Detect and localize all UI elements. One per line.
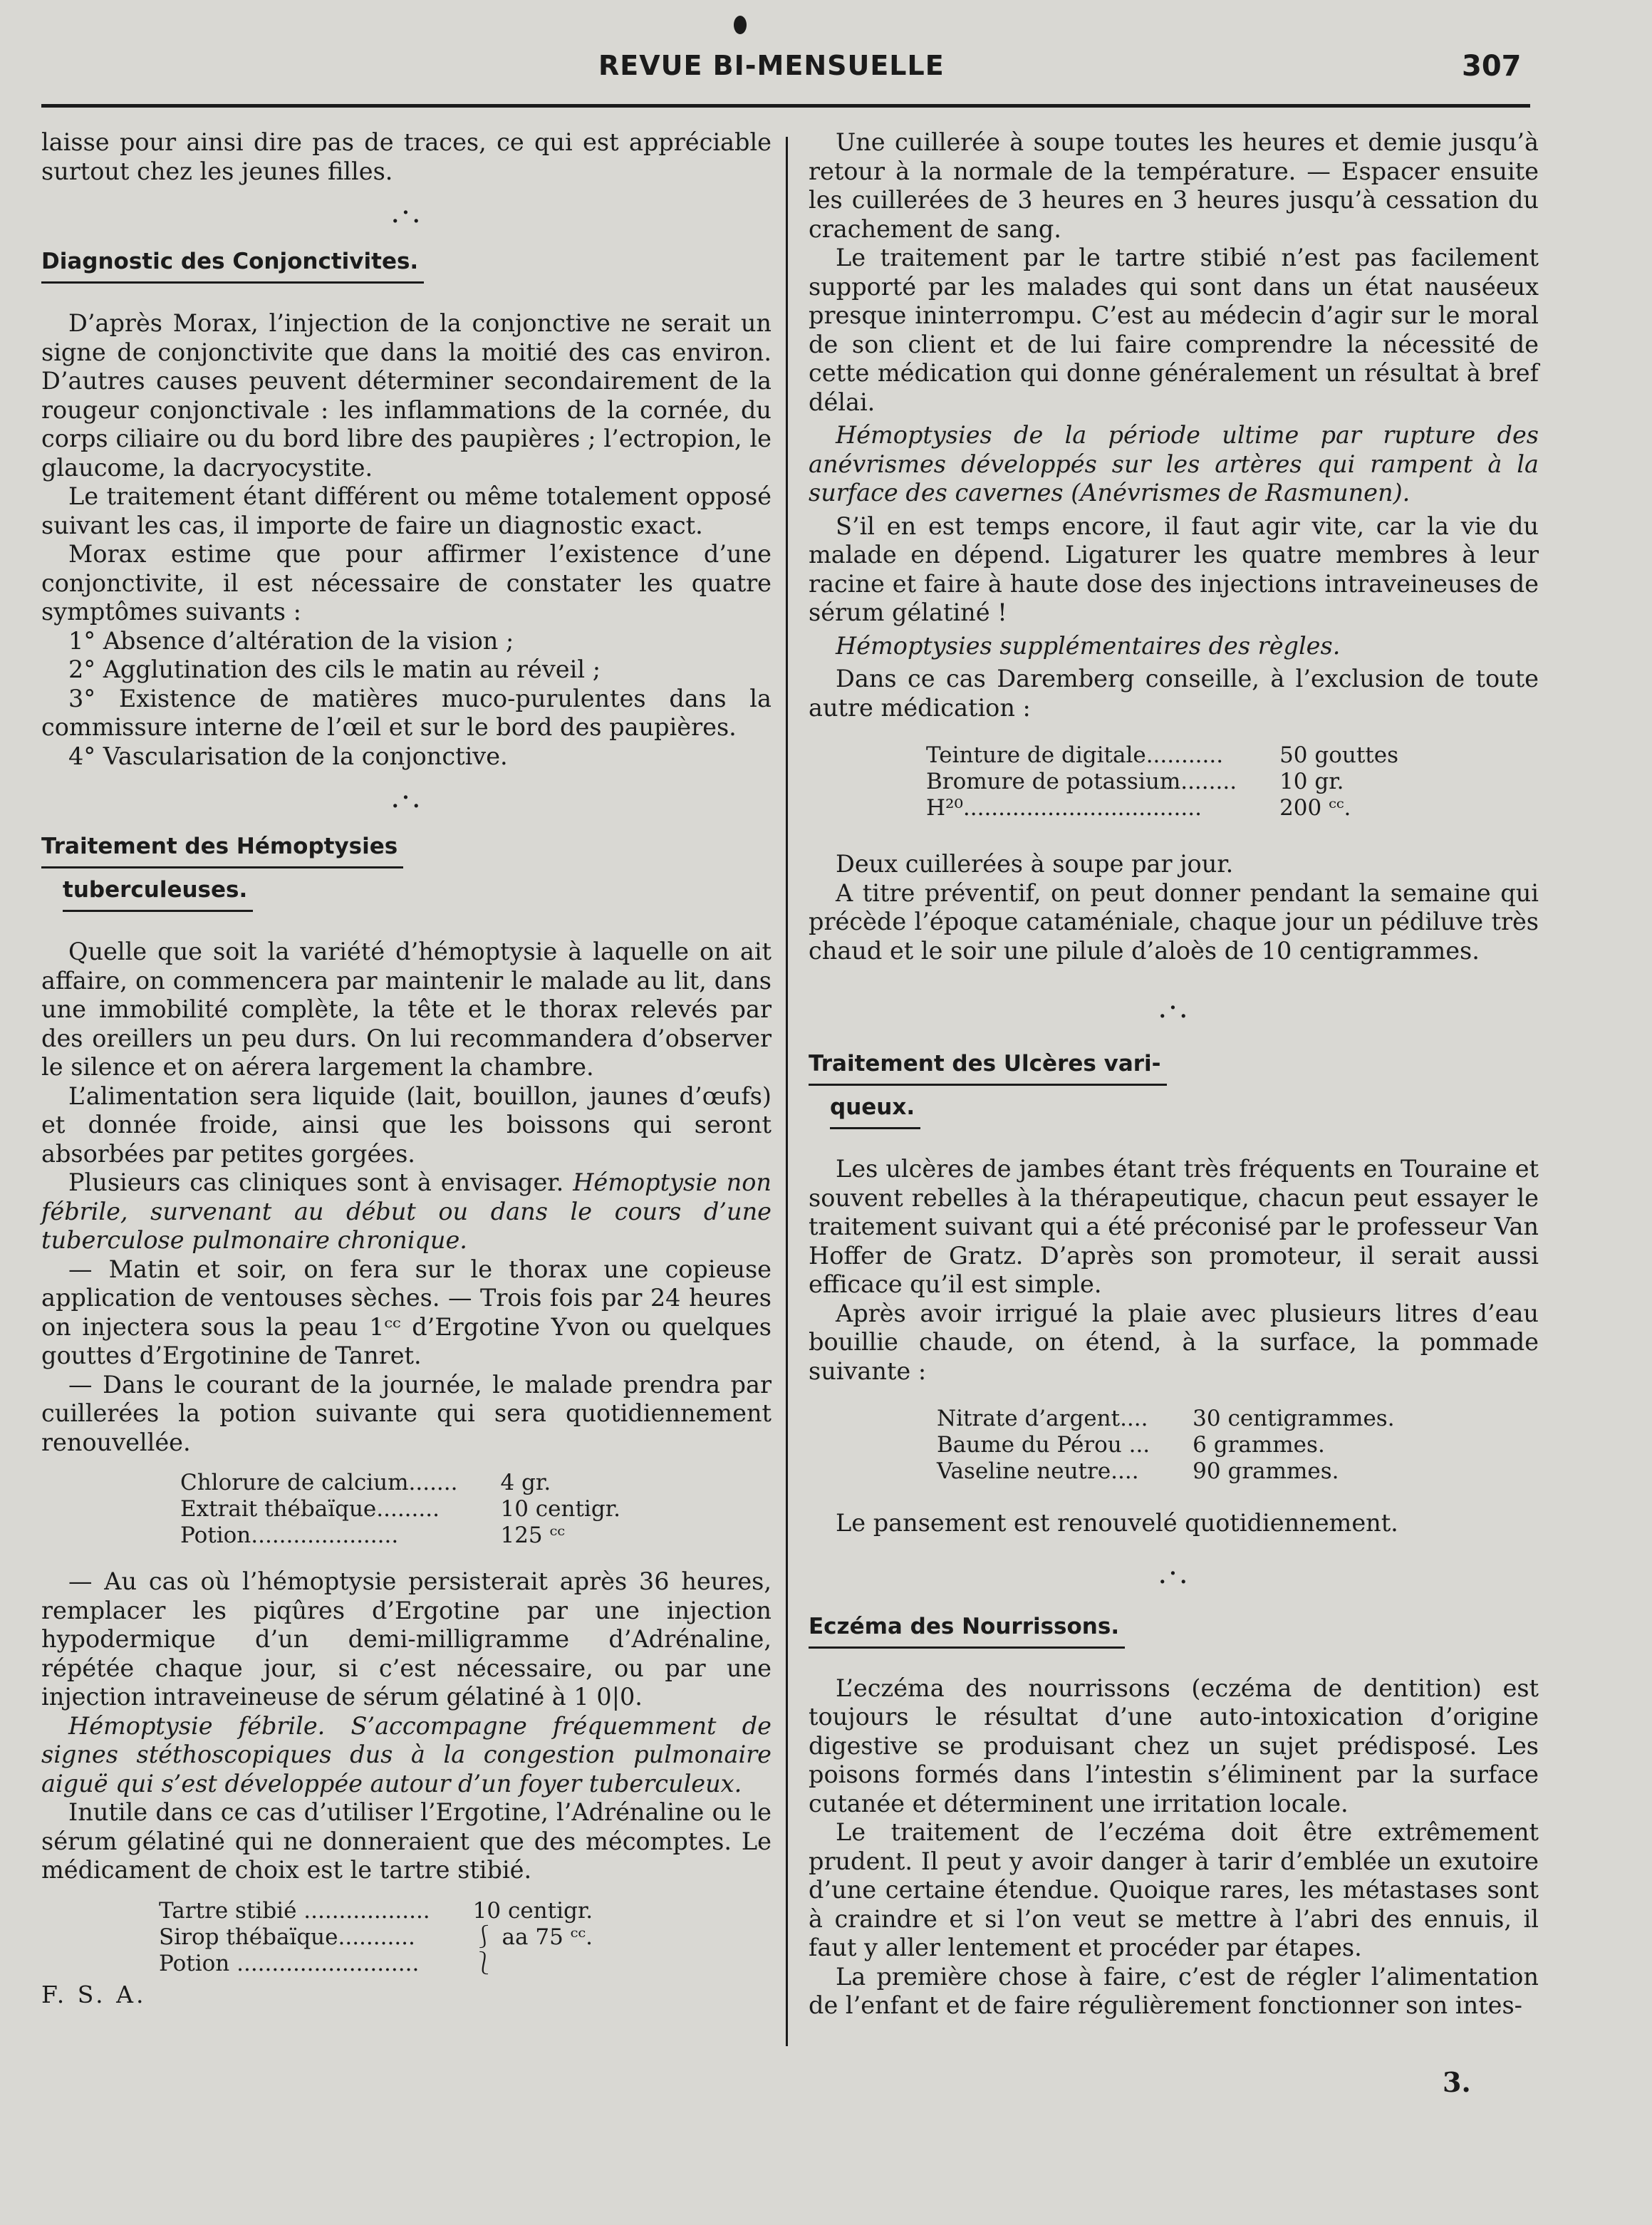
section-separator: .·.	[390, 197, 422, 229]
paragraph: Le traitement de l’eczéma doit être extrêmement prudent. Il peut y avoir danger à tarir d’emblée un exutoire d’une certaine étendue. Quoique rares, les métastases sont à craindre et si l’on veut se mettre à l’abri des ennuis, il faut y aller lentement et procéder par étapes.	[809, 1818, 1539, 1961]
intro-paragraph: laisse pour ainsi dire pas de traces, ce qui est appréciable surtout chez les jeunes filles.	[41, 128, 772, 185]
page-number: 307	[1462, 50, 1522, 83]
paragraph: Une cuillerée à soupe toutes les heures et demie jusqu’à retour à la normale de la température. — Espacer ensuite les cuillerées de 3 heures en 3 heures jusqu’à cessation du crachement de sang.	[809, 128, 1539, 243]
paragraph: L’alimentation sera liquide (lait, bouillon, jaunes d’œufs) et donnée froide, ainsi que les boissons qui seront absorbées par petites gorgées.	[41, 1082, 772, 1168]
prescription-row: Baume du Pérou ... 6 grammes.	[937, 1432, 1325, 1458]
prescription-row: H²⁰.................................. 200 ᶜᶜ.	[926, 795, 1351, 821]
section-title-eczema: Eczéma des Nourrissons.	[809, 1611, 1125, 1649]
paragraph: D’après Morax, l’injection de la conjonctive ne serait un signe de conjonctivite que dans la moitié des cas environ. D’autres causes peuvent déterminer secondairement de la rougeur conjonctivale : les inflammations de la cornée, du corps ciliaire ou du bord libre des paupières ; l’ectropion, le glaucome, la dacryocystite.	[41, 309, 772, 482]
prescription-row: Extrait thébaïque......... 10 centigr.	[180, 1496, 620, 1522]
paragraph: Plusieurs cas cliniques sont à envisager. Hémoptysie non fébrile, survenant au début ou dans le cours d’une tuberculose pulmonaire chronique.	[41, 1168, 772, 1254]
prescription-row: Chlorure de calcium....... 4 gr.	[180, 1470, 551, 1495]
prescription-row: Bromure de potassium........ 10 gr.	[926, 769, 1344, 794]
prescription-row: Teinture de digitale........... 50 gouttes	[926, 742, 1399, 768]
paragraph: Le traitement étant différent ou même totalement opposé suivant les cas, il importe de faire un diagnostic exact.	[41, 482, 772, 539]
paragraph-italic: Hémoptysies supplémentaires des règles.	[836, 631, 1341, 660]
prescription-row: Sirop thébaïque........... ⎰ aa 75 ᶜᶜ.	[159, 1924, 593, 1950]
paragraph: Morax estime que pour affirmer l’existence d’une conjonctivite, il est nécessaire de constater les quatre symptômes suivants :	[41, 540, 772, 626]
running-title: REVUE BI-MENSUELLE	[598, 50, 945, 81]
section-title-hemoptysies: Traitement des Hémoptysies tuberculeuses.	[41, 831, 403, 912]
column-divider	[786, 137, 788, 2046]
symptom-list-item: 3° Existence de matières muco-purulentes dans la commissure interne de l’œil et sur le bord des paupières.	[41, 684, 772, 741]
paragraph: — Au cas où l’hémoptysie persisterait après 36 heures, remplacer les piqûres d’Ergotine par une injection hypodermique d’un demi-milligramme d’Adrénaline, répétée chaque jour, si c’est nécessaire, ou par une injection intraveineuse de sérum gélatiné à 1 0|0.	[41, 1567, 772, 1711]
section-title-conjonctivites: Diagnostic des Conjonctivites.	[41, 246, 424, 284]
section-separator: .·.	[390, 782, 422, 814]
paragraph: Deux cuillerées à soupe par jour.	[836, 850, 1234, 878]
paragraph: L’eczéma des nourrissons (eczéma de dentition) est toujours le résultat d’une auto-intoxication d’origine digestive se produisant chez un sujet prédisposé. Les poisons formés dans l’intestin s’éliminent par la surface cutanée et déterminent une irritation locale.	[809, 1674, 1539, 1817]
paragraph: Les ulcères de jambes étant très fréquents en Touraine et souvent rebelles à la thérapeutique, chacun peut essayer le traitement suivant qui a été préconisé par le professeur Van Hoffer de Gratz. D’après son promoteur, il serait aussi efficace qu’il est simple.	[809, 1155, 1539, 1298]
symptom-list-item: 1° Absence d’altération de la vision ;	[68, 626, 514, 655]
paragraph: — Dans le courant de la journée, le malade prendra par cuillerées la potion suivante qui sera quotidiennement renouvellée.	[41, 1370, 772, 1456]
fsa-abbreviation: F. S. A.	[41, 1980, 147, 2008]
paragraph: Le traitement par le tartre stibié n’est pas facilement supporté par les malades qui sont dans un état nauséeux presque ininterrompu. C’est au médecin d’agir sur le moral de son client et de lui faire comprendre la nécessité de cette médication qui donne généralement un résultat à bref délai.	[809, 244, 1539, 416]
prescription-pommade	[937, 1406, 1539, 1485]
header-rule	[41, 104, 1530, 108]
signature-number: 3.	[1443, 2066, 1471, 2098]
prescription-row: Potion .......................... ⎱	[159, 1950, 495, 1976]
section-title-ulceres: Traitement des Ulcères vari- queux.	[809, 1048, 1167, 1129]
prescription-row: Nitrate d’argent.... 30 centigrammes.	[937, 1406, 1395, 1431]
section-separator: .·.	[1158, 992, 1190, 1025]
paragraph: Inutile dans ce cas d’utiliser l’Ergotine, l’Adrénaline ou le sérum gélatiné qui ne donneraient que des mécomptes. Le médicament de choix est le tartre stibié.	[41, 1798, 772, 1884]
prescription-row: Vaseline neutre.... 90 grammes.	[937, 1458, 1339, 1484]
paragraph: Après avoir irrigué la plaie avec plusieurs litres d’eau bouillie chaude, on étend, à la surface, la pommade suivante :	[809, 1299, 1539, 1385]
paragraph-italic: Hémoptysies de la période ultime par rupture des anévrismes développés sur les artères qui rampent à la surface des cavernes (Anévrismes de Rasmunen).	[809, 421, 1539, 507]
right-column	[809, 128, 1539, 2021]
prescription-tartre-stibie	[159, 1898, 772, 1977]
prescription-row: Potion..................... 125 ᶜᶜ	[180, 1523, 565, 1548]
prescription-potion-calcium	[180, 1470, 772, 1549]
paragraph: La première chose à faire, c’est de régler l’alimentation de l’enfant et de faire régulièrement fonctionner son intes-	[809, 1962, 1539, 2019]
paragraph: Le pansement est renouvelé quotidiennement.	[836, 1509, 1398, 1537]
paragraph-italic: Hémoptysie fébrile. S’accompagne fréquemment de signes stéthoscopiques dus à la congestion pulmonaire aiguë qui s’est développée autour d’un foyer tuberculeux.	[41, 1711, 772, 1798]
header-ornament	[734, 16, 747, 34]
paragraph: S’il en est temps encore, il faut agir vite, car la vie du malade en dépend. Ligaturer les quatre membres à leur racine et faire à haute dose des injections intraveineuses de sérum gélatiné !	[809, 512, 1539, 626]
paragraph: — Matin et soir, on fera sur le thorax une copieuse application de ventouses sèches. — Trois fois par 24 heures on injectera sous la peau 1ᶜᶜ d’Ergotine Yvon ou quelques gouttes d’Ergotinine de Tanret.	[41, 1255, 772, 1369]
paragraph: Dans ce cas Daremberg conseille, à l’exclusion de toute autre médication :	[809, 665, 1539, 722]
symptom-list-item: 4° Vascularisation de la conjonctive.	[68, 742, 508, 770]
symptom-list-item: 2° Agglutination des cils le matin au réveil ;	[68, 655, 601, 683]
section-separator: .·.	[1158, 1557, 1190, 1590]
paragraph: Quelle que soit la variété d’hémoptysie à laquelle on ait affaire, on commencera par maintenir le malade au lit, dans une immobilité complète, la tête et le thorax relevés par des oreillers un peu durs. On lui recommandera d’observer le silence et on aérera largement la chambre.	[41, 938, 772, 1081]
left-column	[41, 128, 772, 2010]
prescription-digitale	[926, 742, 1539, 821]
prescription-row: Tartre stibié .................. 10 centigr.	[159, 1897, 593, 1924]
paragraph: A titre préventif, on peut donner pendant la semaine qui précède l’époque cataméniale, chaque jour un pédiluve très chaud et le soir une pilule d’aloès de 10 centigrammes.	[809, 878, 1539, 965]
